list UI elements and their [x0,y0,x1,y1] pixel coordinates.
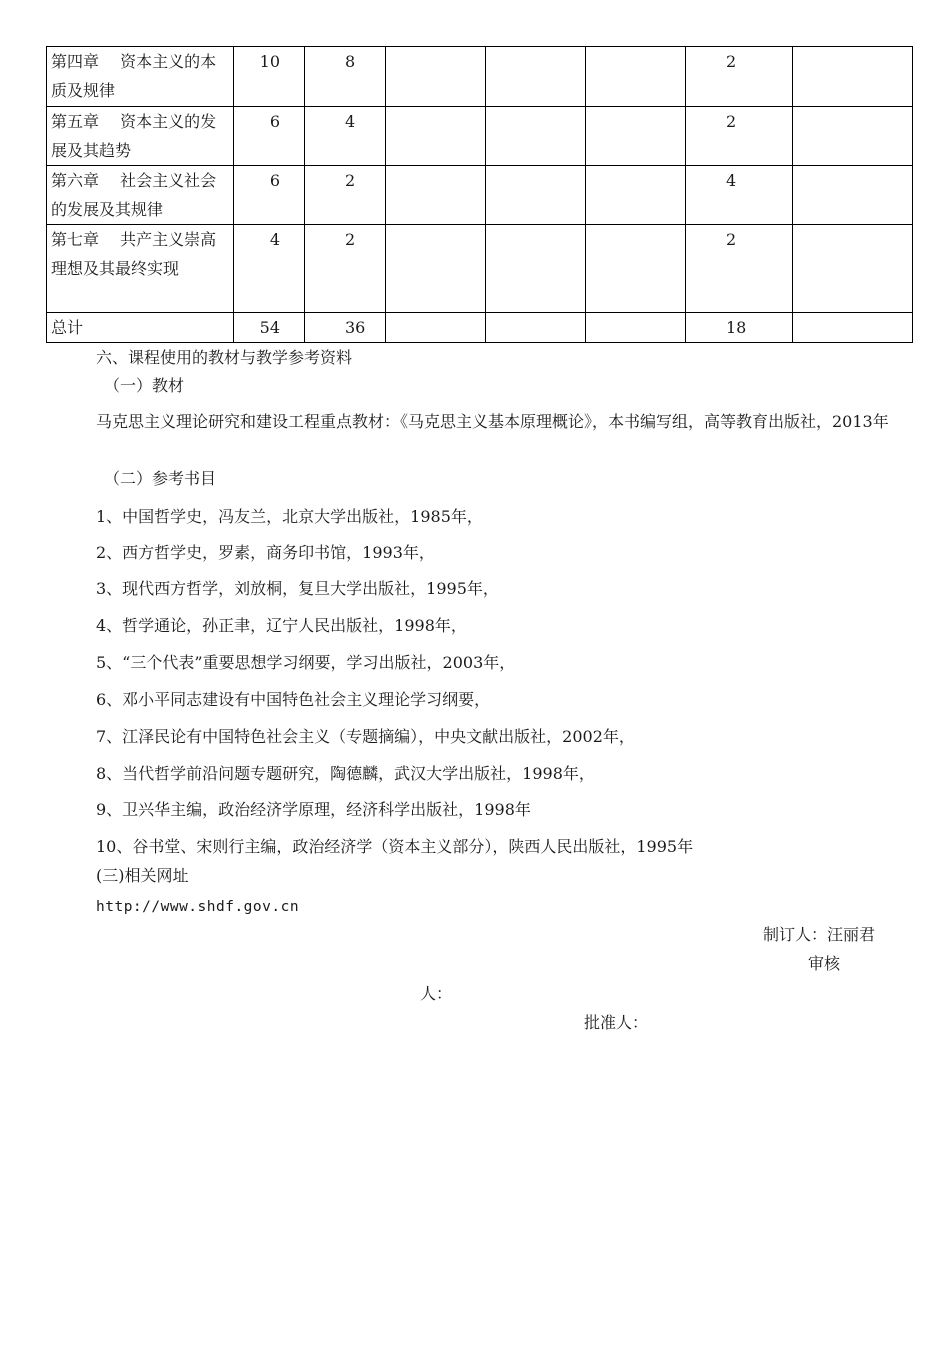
reference-item: 7、江泽民论有中国特色社会主义（专题摘编），中央文献出版社，2002年， [96,727,635,746]
table-row [47,47,913,107]
hours-cell [486,313,586,343]
approver-signoff: 批准人： [584,1013,649,1032]
hours-cell [793,166,913,225]
table-row [47,313,913,343]
hours-cell: 4 [305,107,386,166]
chapter-cell: 总计 [47,313,234,343]
hours-cell [586,313,686,343]
hours-cell [586,225,686,313]
chapter-cell: 第七章 共产主义崇高理想及其最终实现 [47,225,234,313]
references-subheading: （二）参考书目 [104,469,217,488]
reference-item: 9、卫兴华主编，政治经济学原理，经济科学出版社，1998年 [96,800,531,819]
hours-cell [486,107,586,166]
reference-item: 3、现代西方哲学，刘放桐，复旦大学出版社，1995年， [96,579,499,598]
reference-item: 8、当代哲学前沿问题专题研究，陶德麟，武汉大学出版社，1998年， [96,764,595,783]
hours-cell: 2 [305,225,386,313]
hours-cell: 2 [686,107,793,166]
hours-cell [793,47,913,107]
reference-item: 10、谷书堂、宋则行主编，政治经济学（资本主义部分），陕西人民出版社，1995年 [96,837,694,856]
hours-cell: 2 [305,166,386,225]
hours-cell [586,107,686,166]
reference-item: 2、西方哲学史，罗素，商务印书馆，1993年， [96,543,435,562]
hours-cell: 6 [234,107,305,166]
hours-cell [386,225,486,313]
reference-item: 1、中国哲学史，冯友兰，北京大学出版社，1985年， [96,507,483,526]
hours-cell: 10 [234,47,305,107]
textbook-entry: 马克思主义理论研究和建设工程重点教材：《马克思主义基本原理概论》，本书编写组，高等教育出版社，2013年 [96,412,889,431]
reference-item: 5、“三个代表”重要思想学习纲要，学习出版社，2003年， [96,653,516,672]
hours-cell: 36 [305,313,386,343]
reference-item: 4、哲学通论，孙正聿，辽宁人民出版社，1998年， [96,616,467,635]
websites-subheading: (三)相关网址 [96,866,189,885]
reviewer-signoff-part2: 人： [420,984,453,1003]
hours-cell [486,225,586,313]
section-heading: 六、课程使用的教材与教学参考资料 [96,348,353,367]
hours-cell [486,166,586,225]
website-link[interactable]: http://www.shdf.gov.cn [96,899,300,915]
course-hours-table [46,46,913,343]
textbook-subheading: （一）教材 [104,376,185,395]
table-row [47,225,913,313]
hours-cell [386,47,486,107]
hours-cell: 54 [234,313,305,343]
hours-cell: 4 [686,166,793,225]
chapter-cell: 第五章 资本主义的发展及其趋势 [47,107,234,166]
hours-cell: 2 [686,47,793,107]
chapter-cell: 第四章 资本主义的本质及规律 [47,47,234,107]
table-row [47,166,913,225]
author-signoff: 制订人：汪丽君 [763,925,876,944]
reference-item: 6、邓小平同志建设有中国特色社会主义理论学习纲要， [96,690,491,709]
hours-cell [586,166,686,225]
hours-cell [793,313,913,343]
hours-cell: 6 [234,166,305,225]
hours-cell: 8 [305,47,386,107]
hours-cell [793,107,913,166]
table-row [47,107,913,166]
hours-cell [486,47,586,107]
hours-cell: 4 [234,225,305,313]
hours-cell [793,225,913,313]
hours-cell [386,166,486,225]
hours-cell: 18 [686,313,793,343]
hours-cell [386,107,486,166]
hours-cell [386,313,486,343]
hours-cell: 2 [686,225,793,313]
reviewer-signoff-part1: 审核 [808,954,841,973]
chapter-cell: 第六章 社会主义社会的发展及其规律 [47,166,234,225]
hours-cell [586,47,686,107]
